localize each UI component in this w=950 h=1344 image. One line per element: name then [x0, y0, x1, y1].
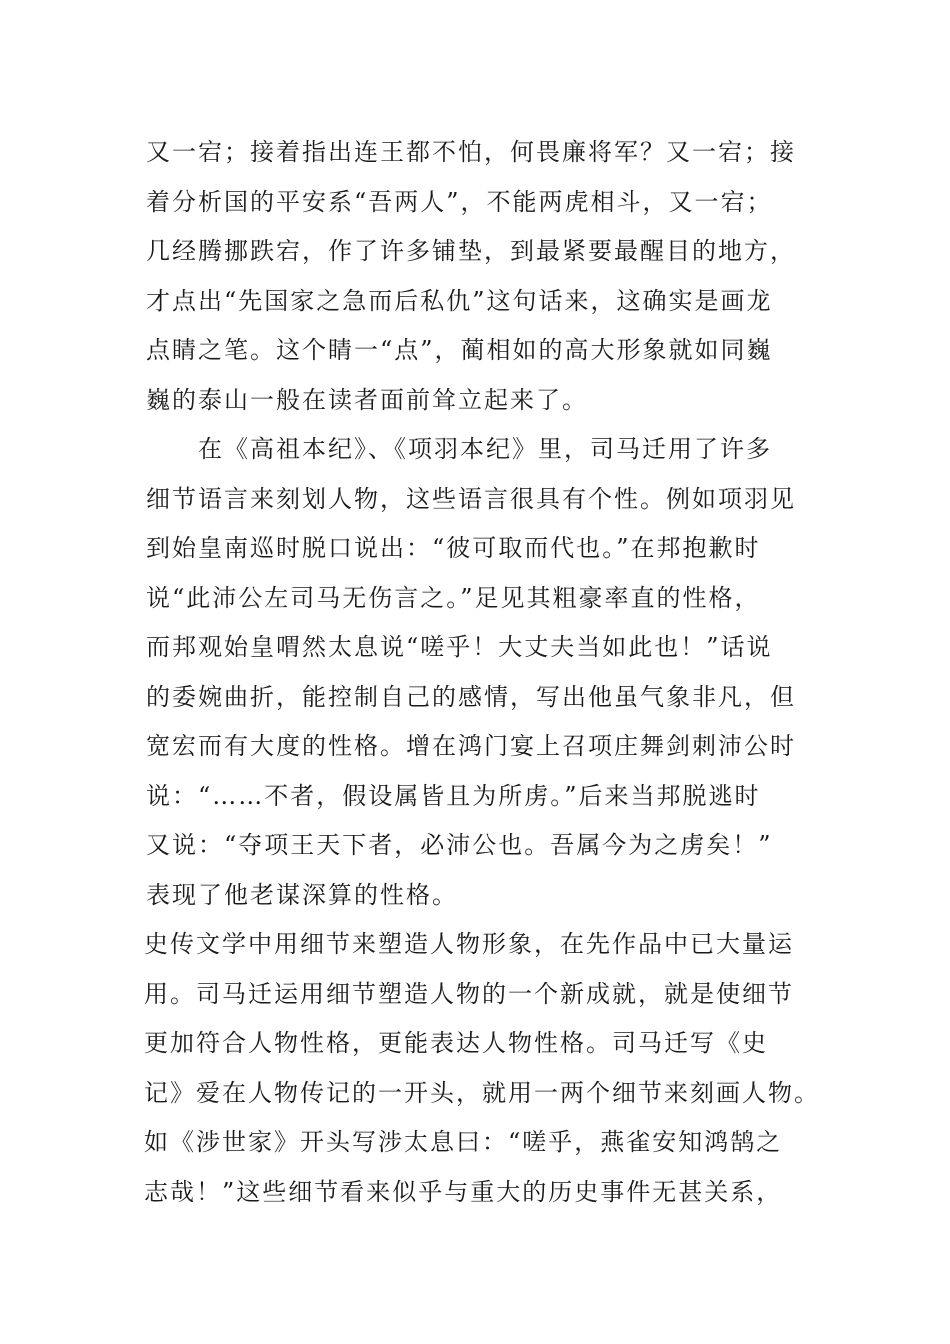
text-line: 着分析国的平安系“吾两人”，不能两虎相斗，又一宕； [146, 187, 773, 216]
text-line: 又一宕；接着指出连王都不怕，何畏廉将军？又一宕；接 [146, 138, 796, 166]
text-line: 更加符合人物性格，更能表达人物性格。司马迁写《史 [144, 1029, 768, 1057]
text-line: 在《高祖本纪》、《项羽本纪》里，司马迁用了许多 [198, 435, 772, 463]
text-line: 说“此沛公左司马无伤言之。”足见其粗豪率直的性格， [146, 583, 761, 612]
text-line: 说：“……不者，假设属皆且为所虏。”后来当邦脱逃时 [146, 781, 761, 810]
text-line: 巍的泰山一般在读者面前耸立起来了。 [146, 385, 588, 414]
body-text [146, 128, 826, 1217]
text-line: 宽宏而有大度的性格。增在鸿门宴上召项庄舞剑刺沛公时 [146, 732, 796, 760]
text-line: 表现了他老谋深算的性格。 [146, 880, 458, 909]
paragraph-2 [146, 425, 826, 920]
text-line: 如《涉世家》开头写涉太息曰：“嗟乎，燕雀安知鸿鹄之 [144, 1128, 783, 1156]
text-line: 到始皇南巡时脱口说出：“彼可取而代也。”在邦抱歉时 [146, 534, 761, 562]
text-line: 点睛之笔。这个睛一“点”，蔺相如的高大形象就如同巍 [146, 336, 773, 364]
text-line: 用。司马迁运用细节塑造人物的一个新成就，就是使细节 [144, 979, 794, 1008]
text-line: 几经腾挪跌宕，作了许多铺垫，到最紧要最醒目的地方， [146, 237, 796, 265]
text-line: 又说：“夺项王天下者，必沛公也。吾属今为之虏矣！” [146, 831, 773, 859]
text-line: 才点出“先国家之急而后私仇”这句话来，这确实是画龙 [146, 286, 773, 315]
paragraph-1 [146, 128, 826, 425]
text-line: 细节语言来刻划人物，这些语言很具有个性。例如项羽见 [146, 484, 796, 513]
paragraph-3 [144, 920, 826, 1217]
text-line: 而邦观始皇喟然太息说“嗟乎！大丈夫当如此也！”话说 [146, 633, 773, 661]
text-line: 记》爱在人物传记的一开头，就用一两个细节来刻画人物。 [144, 1078, 820, 1107]
text-line: 的委婉曲折，能控制自己的感情，写出他虽气象非凡，但 [146, 682, 796, 711]
text-line: 志哉！”这些细节看来似乎与重大的历史事件无甚关系， [144, 1177, 783, 1206]
text-line: 史传文学中用细节来塑造人物形象，在先作品中已大量运 [144, 930, 794, 958]
